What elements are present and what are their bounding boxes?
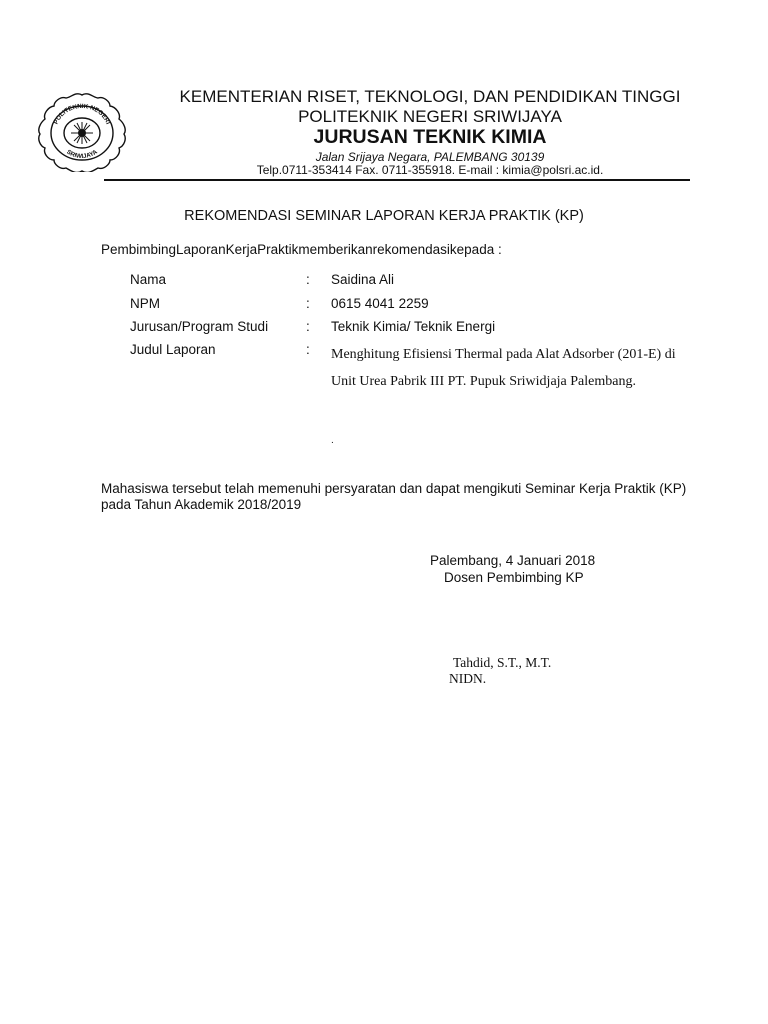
field-label-npm: NPM xyxy=(130,296,160,311)
field-colon: : xyxy=(306,319,310,334)
signatory-role: Dosen Pembimbing KP xyxy=(444,570,584,585)
department-heading: JURUSAN TEKNIK KIMIA xyxy=(313,126,547,148)
intro-text: PembimbingLaporanKerjaPraktikmemberikanrekomendasikepada : xyxy=(101,242,502,257)
field-label-nama: Nama xyxy=(130,272,167,287)
logo-text-bottom: SRIWIJAYA xyxy=(65,148,99,161)
field-label-program-studi: Jurusan/Program Studi xyxy=(130,319,269,334)
polsri-seal-logo xyxy=(34,92,130,172)
signatory-name: Tahdid, S.T., M.T. xyxy=(453,655,552,670)
signatory-nidn: NIDN. xyxy=(449,671,487,686)
field-colon: : xyxy=(306,272,310,287)
ministry-heading: KEMENTERIAN RISET, TEKNOLOGI, DAN PENDIDIKAN TINGGI xyxy=(179,87,681,106)
place-date: Palembang, 4 Januari 2018 xyxy=(430,553,596,568)
field-colon: : xyxy=(306,342,310,357)
field-value-program-studi: Teknik Kimia/ Teknik Energi xyxy=(331,319,496,334)
logo-text-top: POLITEKNIK NEGERI xyxy=(52,102,112,126)
field-value-judul-laporan: Menghitung Efisiensi Thermal pada Alat Adsorber (201-E) di Unit Urea Pabrik III PT. Pupuk Sriwidjaja Palembang. xyxy=(331,347,676,389)
stray-mark: . xyxy=(331,435,334,446)
letterhead-divider xyxy=(104,179,690,181)
document-title: REKOMENDASI SEMINAR LAPORAN KERJA PRAKTIK (KP) xyxy=(184,208,584,224)
field-colon: : xyxy=(306,296,310,311)
field-value-npm: 0615 4041 2259 xyxy=(331,296,429,311)
field-value-nama: Saidina Ali xyxy=(331,272,395,287)
field-label-judul-laporan: Judul Laporan xyxy=(130,342,216,357)
address-line: Jalan Srijaya Negara, PALEMBANG 30139 xyxy=(315,150,545,164)
eligibility-statement: Mahasiswa tersebut telah memenuhi persyaratan dan dapat mengikuti Seminar Kerja Praktik (KP) pada Tahun Akademik 2018/2019 xyxy=(101,481,687,512)
contact-line: Telp.0711-353414 Fax. 0711-355918. E-mail : kimia@polsri.ac.id. xyxy=(256,163,604,177)
institution-heading: POLITEKNIK NEGERI SRIWIJAYA xyxy=(298,107,562,126)
